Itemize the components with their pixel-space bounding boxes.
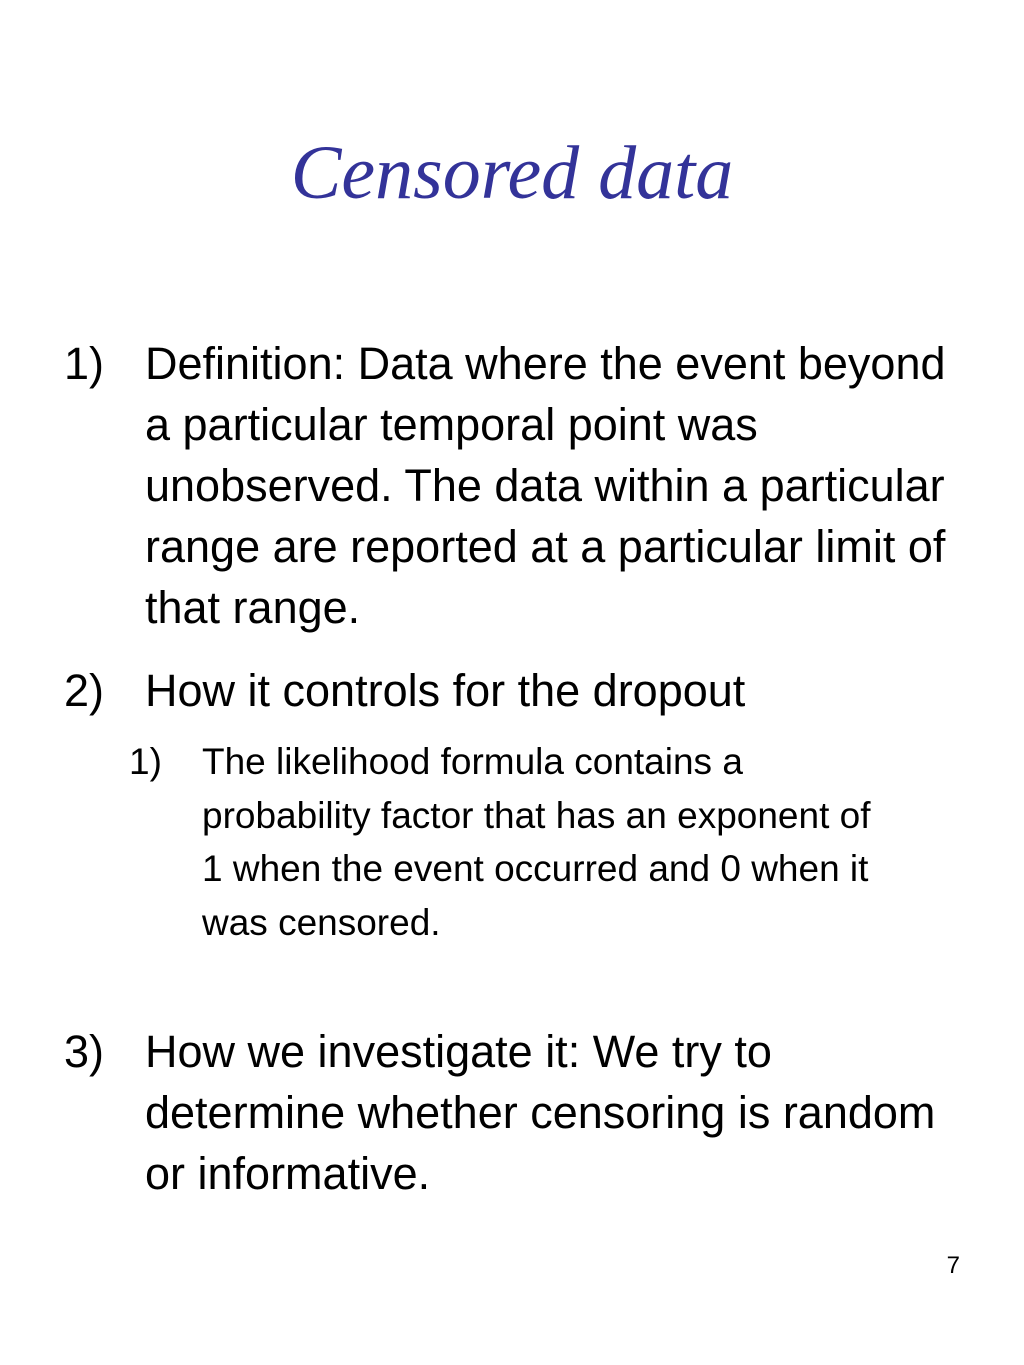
list-item-text: The likelihood formula contains a probability factor that has an exponent of 1 when the event occurred and 0 when it was censored. bbox=[202, 741, 871, 943]
list-item-number: 1) bbox=[64, 338, 105, 389]
list-item-text: How we investigate it: We try to determine whether censoring is random or informative. bbox=[145, 1026, 936, 1199]
list-item-number: 1) bbox=[129, 741, 162, 782]
slide-title: Censored data bbox=[290, 131, 734, 215]
list-item-text: How it controls for the dropout bbox=[145, 665, 746, 716]
list-item-text: Definition: Data where the event beyond a particular temporal point was unobserved. The data within a particular range are reported at a particular limit of that range. bbox=[145, 338, 946, 633]
page-number: 7 bbox=[946, 1252, 960, 1279]
list-item-number: 3) bbox=[64, 1026, 105, 1077]
list-item-number: 2) bbox=[64, 665, 105, 716]
